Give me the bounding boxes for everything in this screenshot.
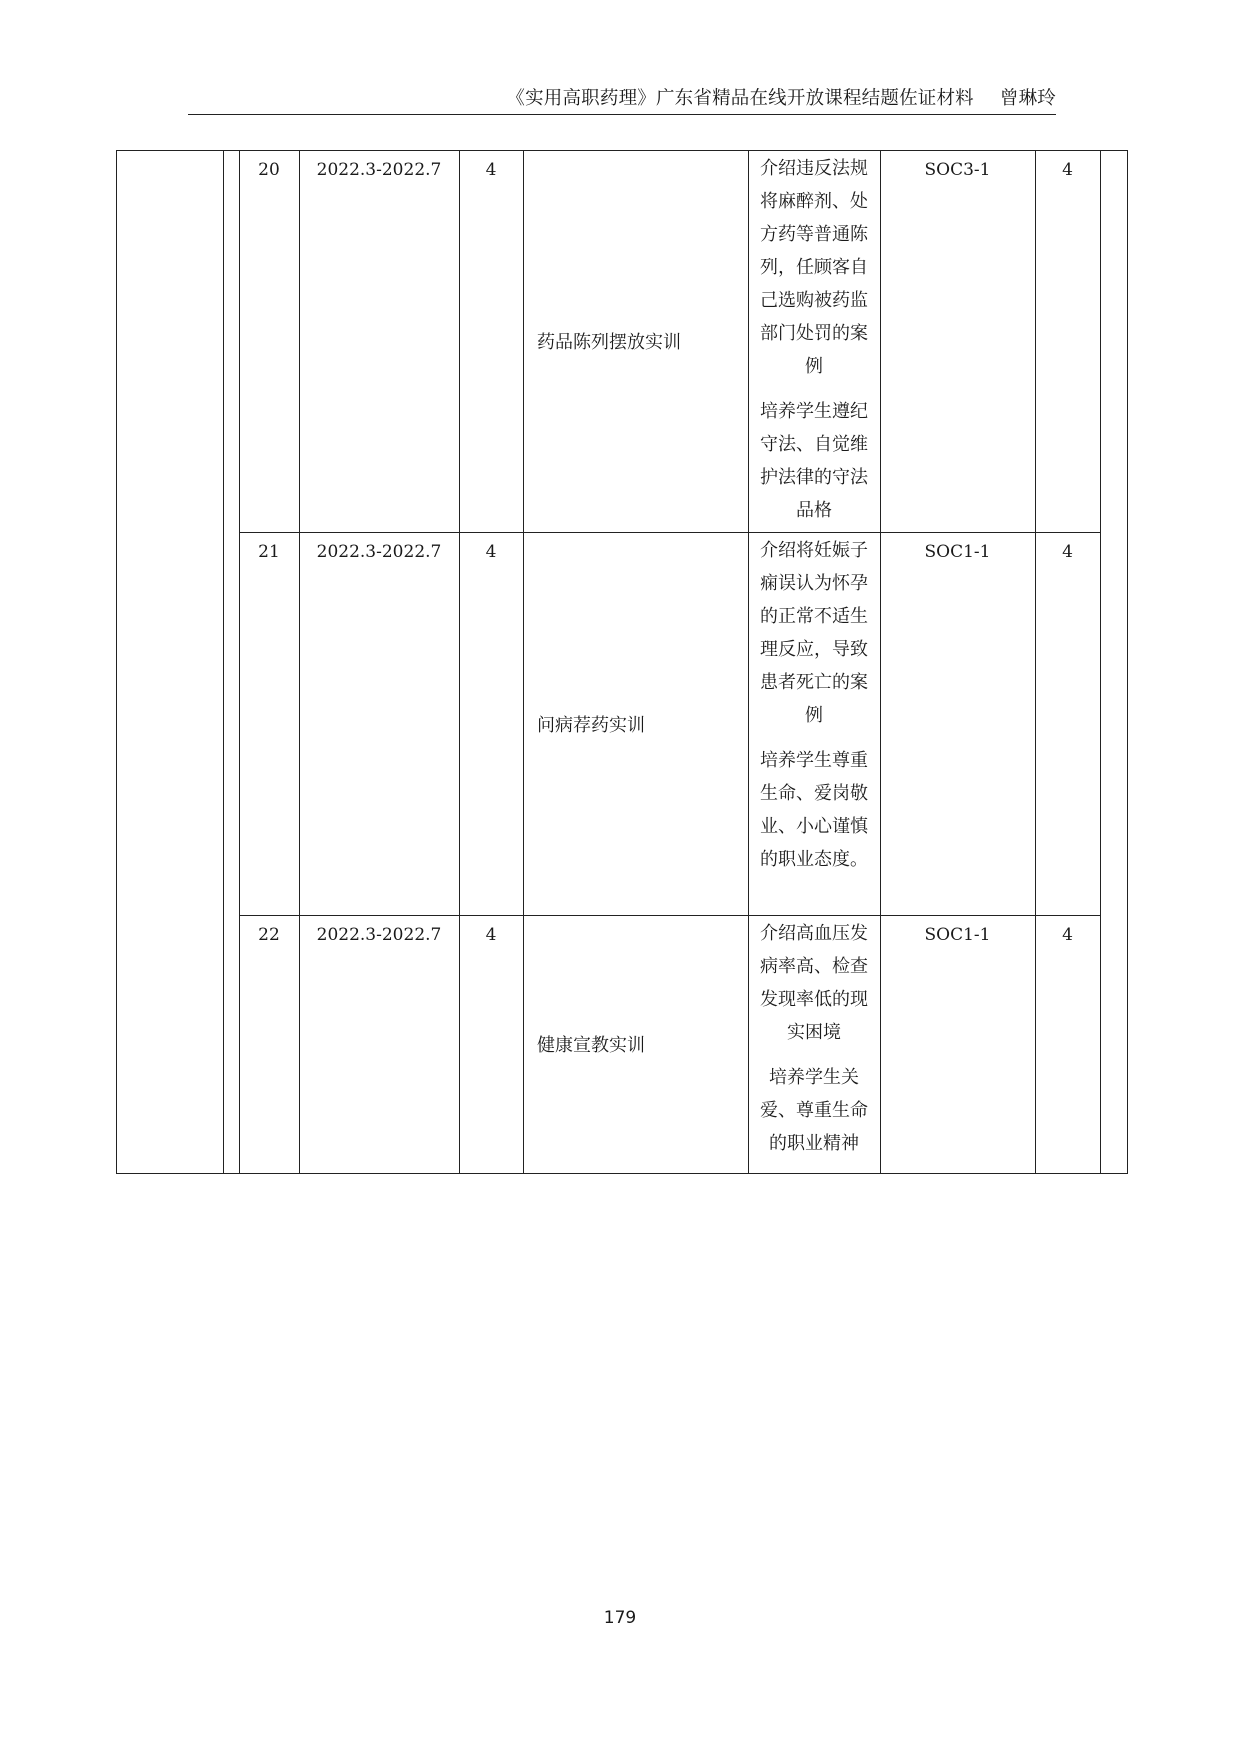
header-author: 曾琳玲: [999, 88, 1056, 109]
row-hours: 4: [485, 160, 497, 180]
table-border: [459, 150, 460, 1174]
row-topic: 问病荐药实训: [537, 714, 645, 736]
row-number: 21: [258, 542, 280, 562]
row-hours: 4: [485, 925, 497, 945]
row-goal: 培养学生关爱、尊重生命的职业精神: [760, 1067, 868, 1154]
header-title: 《实用高职药理》广东省精品在线开放课程结题佐证材料: [506, 88, 974, 109]
row-number: 20: [258, 160, 280, 180]
row-case: 介绍高血压发病率高、检查发现率低的现实困境: [760, 923, 868, 1043]
table-border: [299, 150, 300, 1174]
table-border: [1100, 150, 1101, 1174]
table-border: [116, 150, 117, 1174]
row-code: SOC1-1: [924, 925, 991, 945]
row-goal: 培养学生尊重生命、爱岗敬业、小心谨慎的职业态度。: [760, 750, 868, 870]
row-goal: 培养学生遵纪守法、自觉维护法律的守法品格: [760, 401, 868, 521]
row-score: 4: [1062, 160, 1073, 180]
page-number: 179: [603, 1608, 637, 1628]
row-ideology: [758, 917, 870, 1160]
row-period: 2022.3-2022.7: [316, 542, 442, 562]
row-case: 介绍违反法规将麻醉剂、处方药等普通陈列，任顾客自己选购被药监部门处罚的案例: [760, 158, 868, 377]
table-border: [239, 150, 240, 1174]
row-period: 2022.3-2022.7: [316, 160, 442, 180]
row-number: 22: [258, 925, 280, 945]
table-border: [223, 150, 224, 1174]
row-code: SOC3-1: [924, 160, 991, 180]
table-border: [1127, 150, 1128, 1174]
row-hours: 4: [485, 542, 497, 562]
row-score: 4: [1062, 542, 1073, 562]
row-topic: 药品陈列摆放实训: [537, 332, 681, 353]
table-border: [1035, 150, 1036, 1174]
document-header: [188, 84, 1056, 115]
row-code: SOC1-1: [924, 542, 991, 562]
row-ideology: [758, 534, 870, 876]
row-period: 2022.3-2022.7: [316, 925, 442, 945]
row-case: 介绍将妊娠子痫误认为怀孕的正常不适生理反应，导致患者死亡的案例: [760, 540, 868, 726]
row-ideology: [758, 152, 870, 527]
table-border: [748, 150, 749, 1174]
row-score: 4: [1062, 925, 1073, 945]
table-border: [523, 150, 524, 1174]
row-topic: 健康宣教实训: [537, 1034, 645, 1056]
table-border: [880, 150, 881, 1174]
